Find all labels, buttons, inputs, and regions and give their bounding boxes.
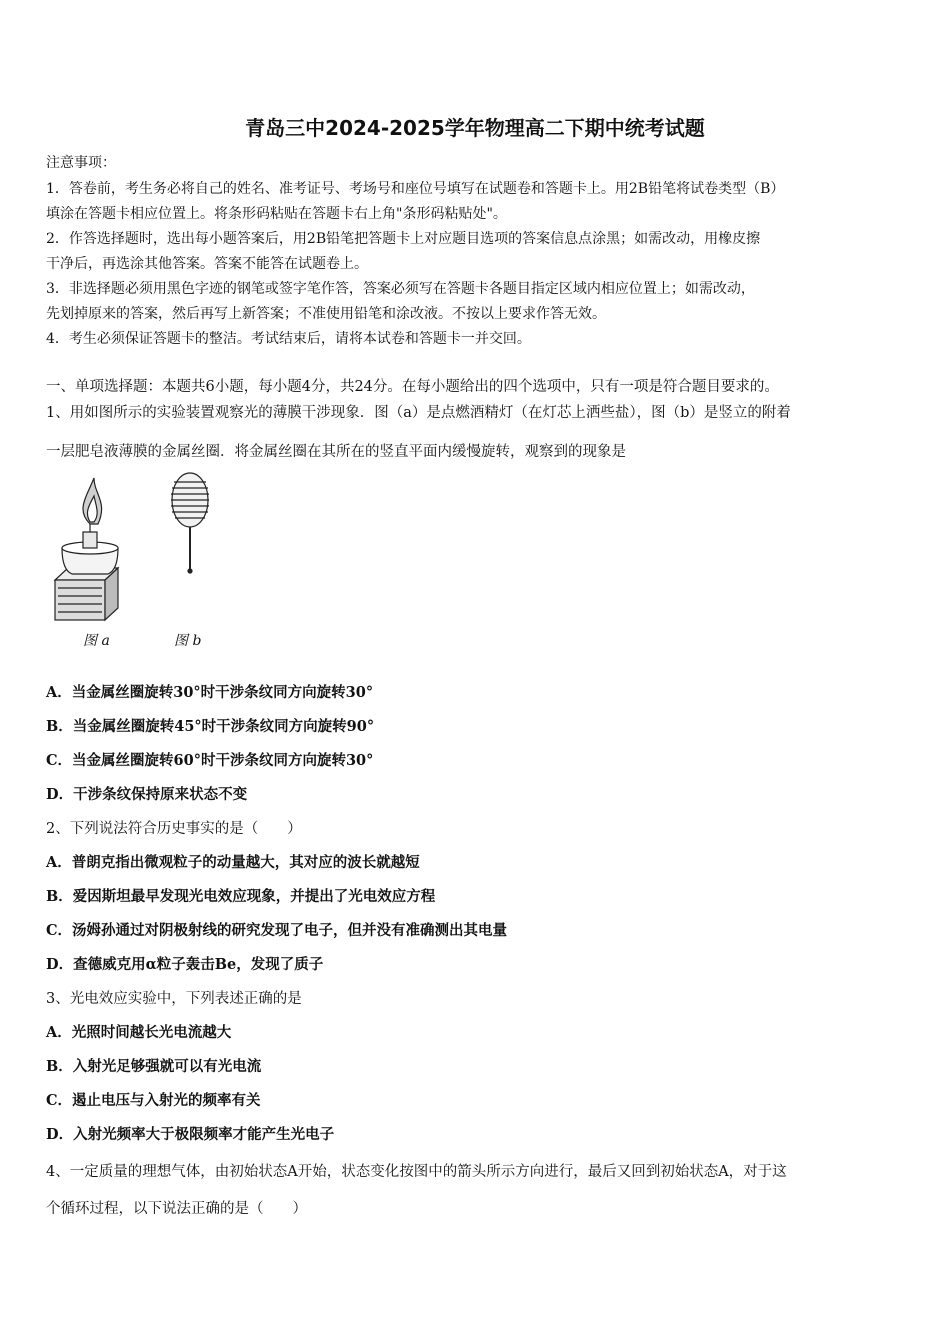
q1-option-c: C．当金属丝圈旋转60°时干涉条纹同方向旋转30° (46, 752, 374, 769)
notice-line: 2．作答选择题时，选出每小题答案后，用2B铅笔把答题卡上对应题目选项的答案信息点涂黑；如需改动，用橡皮擦 (46, 231, 761, 247)
alcohol-lamp-icon (62, 478, 118, 574)
notice-line: 1．答卷前，考生务必将自己的姓名、准考证号、考场号和座位号填写在试题卷和答题卡上。用2B铅笔将试卷类型（B） (46, 181, 785, 197)
q4-stem-line1: 4、一定质量的理想气体，由初始状态A开始，状态变化按图中的箭头所示方向进行，最后又回到初始状态A，对于这 (46, 1164, 787, 1180)
q1-option-a: A．当金属丝圈旋转30°时干涉条纹同方向旋转30° (46, 684, 374, 701)
exam-title: 青岛三中2024-2025学年物理高二下期中统考试题 (245, 116, 705, 140)
q2-stem: 2、下列说法符合历史事实的是（ ） (46, 821, 302, 837)
q1-stem-line1: 1、用如图所示的实验装置观察光的薄膜干涉现象．图（a）是点燃酒精灯（在灯芯上洒些盐），图（b）是竖立的附着 (46, 405, 791, 421)
q2-option-b: B．爱因斯坦最早发现光电效应现象，并提出了光电效应方程 (46, 888, 436, 905)
q1-option-d: D．干涉条纹保持原来状态不变 (46, 786, 248, 803)
q3-option-c: C．遏止电压与入射光的频率有关 (46, 1092, 261, 1109)
q3-option-d: D．入射光频率大于极限频率才能产生光电子 (46, 1126, 335, 1143)
q3-option-b: B．入射光足够强就可以有光电流 (46, 1058, 262, 1075)
wire-loop-icon (171, 473, 209, 573)
q1-option-b: B．当金属丝圈旋转45°时干涉条纹同方向旋转90° (46, 718, 375, 735)
q3-option-a: A．光照时间越长光电流越大 (46, 1024, 232, 1041)
notice-line: 3．非选择题必须用黑色字迹的钢笔或签字笔作答，答案必须写在答题卡各题目指定区域内相应位置上；如需改动， (46, 281, 755, 297)
q2-option-d: D．查德威克用α粒子轰击Be，发现了质子 (46, 956, 324, 973)
q2-option-c: C．汤姆孙通过对阴极射线的研究发现了电子，但并没有准确测出其电量 (46, 922, 508, 939)
wood-block-icon (55, 568, 118, 620)
q4-stem-line2: 个循环过程，以下说法正确的是（ ） (46, 1201, 307, 1217)
section-heading: 一、单项选择题：本题共6小题，每小题4分，共24分。在每小题给出的四个选项中，只有一项是符合题目要求的。 (46, 379, 779, 395)
notice-line: 干净后，再选涂其他答案。答案不能答在试题卷上。 (46, 256, 368, 272)
q1-figure (50, 470, 250, 655)
q3-stem: 3、光电效应实验中，下列表述正确的是 (46, 991, 302, 1007)
figure-a-caption: 图 a (83, 633, 110, 649)
lamp-and-loop-illustration (50, 470, 250, 630)
q2-option-a: A．普朗克指出微观粒子的动量越大，其对应的波长就越短 (46, 854, 420, 871)
notice-line: 4．考生必须保证答题卡的整洁。考试结束后，请将本试卷和答题卡一并交回。 (46, 331, 531, 347)
q1-stem-line2: 一层肥皂液薄膜的金属丝圈．将金属丝圈在其所在的竖直平面内缓慢旋转，观察到的现象是 (46, 444, 626, 460)
figure-b-caption: 图 b (174, 633, 202, 649)
notice-line: 先划掉原来的答案，然后再写上新答案；不准使用铅笔和涂改液。不按以上要求作答无效。 (46, 306, 606, 322)
notice-heading: 注意事项： (46, 155, 116, 171)
notice-line: 填涂在答题卡相应位置上。将条形码粘贴在答题卡右上角"条形码粘贴处"。 (46, 206, 507, 222)
